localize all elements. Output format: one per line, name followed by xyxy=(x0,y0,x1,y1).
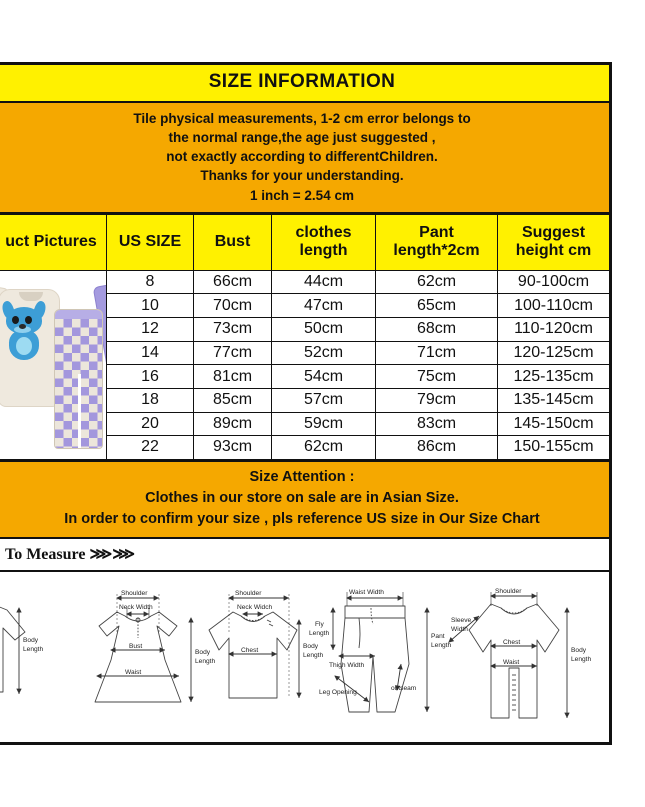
cell-pant-length: 68cm xyxy=(376,318,498,342)
label-chest: Chest xyxy=(241,647,259,654)
cell-us-size: 18 xyxy=(107,388,194,412)
cell-pant-length: 86cm xyxy=(376,436,498,460)
svg-text:Length: Length xyxy=(195,658,216,665)
cell-us-size: 20 xyxy=(107,412,194,436)
cell-pant-length: 75cm xyxy=(376,365,498,389)
column-header-clothes-length-line2: length xyxy=(299,242,348,260)
size-information-title-bar xyxy=(0,65,609,103)
label-fly-length: Fly xyxy=(315,621,324,628)
column-header-suggest-height-line1: Suggest xyxy=(521,224,586,242)
cell-suggest-height: 145-150cm xyxy=(498,412,610,436)
column-header-us-size: US SIZE xyxy=(107,214,194,270)
svg-text:Width: Width xyxy=(451,626,468,633)
cell-clothes-length: 47cm xyxy=(272,294,376,318)
size-attention-line-1: Clothes in our store on sale are in Asian Size. xyxy=(145,489,459,506)
measurement-diagram-panel xyxy=(0,572,612,745)
column-header-pant-length-line1: Pant xyxy=(419,224,454,242)
pajama-leg-gap xyxy=(78,374,81,449)
cell-suggest-height: 125-135cm xyxy=(498,365,610,389)
stitch-eye-right xyxy=(25,316,32,324)
table-row xyxy=(0,270,610,294)
label-waist-width: Waist Width xyxy=(349,589,384,596)
page-title: SIZE INFORMATION xyxy=(208,71,396,92)
cell-pant-length: 65cm xyxy=(376,294,498,318)
cell-suggest-height: 110-120cm xyxy=(498,318,610,342)
label-neck-width: Neck Width xyxy=(119,604,153,611)
size-attention-heading: Size Attention : xyxy=(249,468,355,485)
cell-clothes-length: 52cm xyxy=(272,341,376,365)
size-attention-block xyxy=(0,460,609,537)
cell-bust: 85cm xyxy=(194,388,272,412)
label-leg-opening: Leg Opening xyxy=(319,689,357,696)
column-header-suggest-height-line2: height cm xyxy=(515,242,592,260)
label-waist: Waist xyxy=(503,659,520,666)
label-shoulder: Shoulder xyxy=(495,588,522,595)
cell-clothes-length: 62cm xyxy=(272,436,376,460)
svg-text:Length: Length xyxy=(303,652,324,659)
label-thigh-width: Thigh Width xyxy=(329,662,365,669)
diagram-romper xyxy=(449,588,592,718)
intro-line-5: 1 inch = 2.54 cm xyxy=(250,187,354,203)
cell-bust: 89cm xyxy=(194,412,272,436)
cell-suggest-height: 150-155cm xyxy=(498,436,610,460)
stitch-eye-left xyxy=(12,316,19,324)
intro-line-3: not exactly according to differentChildren. xyxy=(166,149,438,165)
how-to-measure-label: To Measure ⋙⋙ xyxy=(5,545,135,563)
diagram-pants xyxy=(309,589,452,712)
cell-bust: 77cm xyxy=(194,341,272,365)
stitch-belly xyxy=(16,337,32,355)
diagram-sweatshirt xyxy=(209,590,324,698)
label-shoulder: Shoulder xyxy=(235,590,262,597)
cell-pant-length: 71cm xyxy=(376,341,498,365)
label-body-length: Body xyxy=(303,643,319,650)
measurement-diagrams-svg xyxy=(0,572,611,740)
cell-clothes-length: 50cm xyxy=(272,318,376,342)
label-outseam: outseam xyxy=(391,685,417,692)
cell-us-size: 14 xyxy=(107,341,194,365)
table-header-row xyxy=(0,214,610,270)
column-header-clothes-length xyxy=(272,214,376,270)
size-information-card xyxy=(0,62,612,576)
cell-bust: 66cm xyxy=(194,270,272,294)
cell-suggest-height: 135-145cm xyxy=(498,388,610,412)
svg-text:Length: Length xyxy=(309,630,330,637)
intro-line-4: Thanks for your understanding. xyxy=(200,168,404,184)
column-header-pant-length-line2: length*2cm xyxy=(393,242,480,260)
cell-pant-length: 83cm xyxy=(376,412,498,436)
cell-suggest-height: 100-110cm xyxy=(498,294,610,318)
cell-us-size: 22 xyxy=(107,436,194,460)
label-waist: Waist xyxy=(125,669,142,676)
label-shoulder: Shoulder xyxy=(121,590,148,597)
cell-us-size: 16 xyxy=(107,365,194,389)
label-body-length: Body xyxy=(195,649,211,656)
diagram-bodysuit xyxy=(0,587,44,694)
intro-block xyxy=(0,103,609,214)
column-header-clothes-length-line1: clothes xyxy=(295,224,352,242)
cell-suggest-height: 120-125cm xyxy=(498,341,610,365)
cell-pant-length: 62cm xyxy=(376,270,498,294)
column-header-pant-length xyxy=(376,214,498,270)
cell-us-size: 10 xyxy=(107,294,194,318)
cell-clothes-length: 57cm xyxy=(272,388,376,412)
cell-clothes-length: 44cm xyxy=(272,270,376,294)
svg-text:Length: Length xyxy=(23,646,44,653)
intro-line-2: the normal range,the age just suggested , xyxy=(168,130,436,146)
intro-line-1: Tile physical measurements, 1-2 cm error belongs to xyxy=(133,111,471,126)
label-bust: Bust xyxy=(129,643,143,650)
diagram-dress xyxy=(95,590,216,702)
column-header-suggest-height xyxy=(498,214,610,270)
column-header-bust: Bust xyxy=(194,214,272,270)
label-chest: Chest xyxy=(503,639,521,646)
cell-us-size: 12 xyxy=(107,318,194,342)
cell-suggest-height: 90-100cm xyxy=(498,270,610,294)
stitch-nose xyxy=(19,324,26,329)
product-picture-cell xyxy=(0,270,107,459)
cell-bust: 81cm xyxy=(194,365,272,389)
svg-text:Length: Length xyxy=(431,642,452,649)
cell-clothes-length: 54cm xyxy=(272,365,376,389)
label-neck-width: Neck Widch xyxy=(237,604,273,611)
cell-pant-length: 79cm xyxy=(376,388,498,412)
label-sleeve-width: Sleeve xyxy=(451,617,472,624)
stitch-character-print xyxy=(4,307,44,363)
cell-us-size: 8 xyxy=(107,270,194,294)
label-pant-length: Pant xyxy=(431,633,445,640)
label-body-length: Body xyxy=(23,637,39,644)
cell-clothes-length: 59cm xyxy=(272,412,376,436)
product-image xyxy=(0,271,106,459)
cell-bust: 73cm xyxy=(194,318,272,342)
pajama-pants xyxy=(54,309,103,449)
cell-bust: 93cm xyxy=(194,436,272,460)
column-header-product-pictures: uct Pictures xyxy=(0,214,107,270)
label-body-length: Body xyxy=(571,647,587,654)
size-attention-line-2: In order to confirm your size , pls reference US size in Our Size Chart xyxy=(64,510,540,527)
pajama-collar xyxy=(19,292,43,301)
cell-bust: 70cm xyxy=(194,294,272,318)
size-table xyxy=(0,214,610,460)
svg-text:Length: Length xyxy=(571,656,592,663)
how-to-measure-bar xyxy=(0,537,609,573)
pajama-waistband xyxy=(55,310,102,319)
